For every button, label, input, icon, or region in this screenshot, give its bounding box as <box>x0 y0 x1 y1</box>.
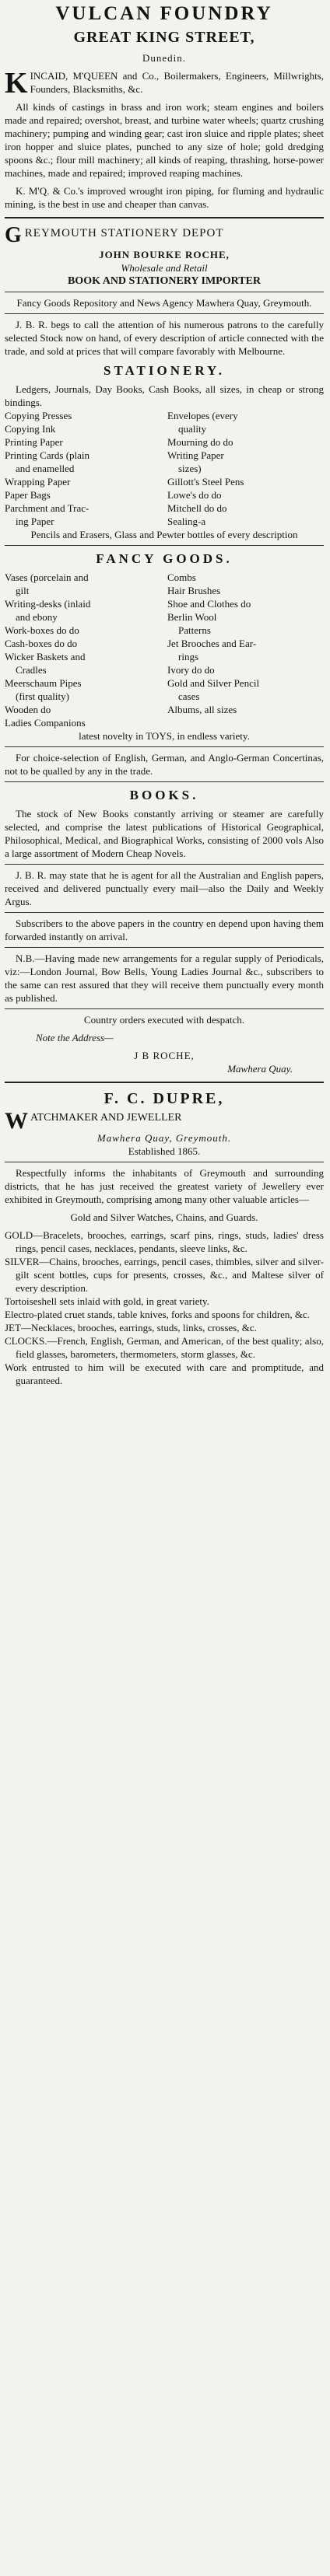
fancy-item: gilt <box>16 585 30 596</box>
stationery-item: Writing Paper <box>167 449 224 461</box>
depot-title <box>5 223 324 247</box>
stationery-close: Pencils and Erasers, Glass and Pewter bottles of every description <box>30 529 298 540</box>
roche-line: BOOK AND STATIONERY IMPORTER <box>67 275 262 287</box>
depot-title-text: REYMOUTH STATIONERY DEPOT <box>24 227 224 239</box>
dupre-gold-line: Gold and Silver Watches, Chains, and Guards. <box>70 1211 258 1223</box>
divider-thin <box>5 864 324 865</box>
vulcan-town: Dunedin. <box>142 52 187 64</box>
stationery-header: STATIONERY. <box>104 363 225 378</box>
agent-notice: J. B. R. may state that he is agent for all the Australian and English papers, received and delivered punctually every mail—also the Daily and Weekly Argus. <box>5 869 324 907</box>
stationery-intro: Ledgers, Journals, Day Books, Cash Books, all sizes, in cheap or strong bindings. <box>5 383 324 408</box>
fancy-header: FANCY GOODS. <box>96 551 233 566</box>
stationery-item: Wrapping Paper <box>5 476 71 488</box>
depot-dropcap: G <box>5 223 23 247</box>
stationery-item: Printing Cards (plain <box>5 449 90 461</box>
vulcan-dropcap: K <box>5 67 28 100</box>
dupre-ad <box>5 1089 324 1387</box>
stationery-item: Lowe's do do <box>167 489 222 501</box>
dupre-item-silver: SILVER—Chains, brooches, earrings, pencil cases, thimbles, silver and silver-gilt scent bottles, cups for presents, crosses, &c., and Maltese silver of every description. <box>5 1256 324 1294</box>
vulcan-firm-text: INCAID, M'QUEEN and Co., Boilermakers, Engineers, Millwrights, Founders, Blacksmiths, &c. <box>30 70 324 95</box>
fancy-item: Wicker Baskets and <box>5 651 86 662</box>
stationery-depot-ad <box>5 225 324 1075</box>
stationery-item: Gillott's Steel Pens <box>167 476 244 488</box>
stationery-list <box>5 409 324 528</box>
dupre-trade: ATCHMAKER AND JEWELLER <box>30 1112 182 1124</box>
divider-thin <box>5 947 324 948</box>
stationery-item: ing Paper <box>16 516 54 527</box>
stationery-item: Mitchell do do <box>167 502 227 514</box>
vulcan-firm <box>5 67 324 100</box>
vulcan-foundry-ad <box>5 0 324 211</box>
dupre-item-gold: GOLD—Bracelets, brooches, earrings, scarf pins, rings, studs, ladies' dress rings, pencil cases, necklaces, pendants, sleeve links, &c. <box>5 1229 324 1254</box>
divider-thin <box>5 1008 324 1009</box>
divider-thin <box>5 746 324 747</box>
fancy-item: Vases (porcelain and <box>5 571 89 583</box>
fancy-item: Ladies Companions <box>5 717 86 729</box>
fancy-item: Jet Brooches and Ear- <box>167 638 257 649</box>
fancy-item: Shoe and Clothes do <box>167 598 251 610</box>
fancy-item: and ebony <box>16 611 58 623</box>
fancy-item: rings <box>178 651 198 662</box>
divider-thin <box>5 781 324 782</box>
stationery-item: Mourning do do <box>167 436 233 448</box>
fancy-list <box>5 571 324 729</box>
fancy-item: Gold and Silver Pencil <box>167 677 260 689</box>
stationery-item: Paper Bags <box>5 489 51 501</box>
dupre-closing: Work entrusted to him will be executed with care and promptitude, and guaranteed. <box>5 1361 324 1386</box>
vulcan-body2: K. M'Q. & Co.'s improved wrought iron piping, for fluming and hydraulic mining, is the best in use and cheaper than canvas. <box>5 185 324 210</box>
dupre-item-clocks: CLOCKS.—French, English, German, and American, of the best quality; also, field glasses, barometers, thermometers, storm glasses, &c. <box>5 1335 324 1360</box>
books-header: BOOKS. <box>129 788 199 802</box>
fancy-repository: Fancy Goods Repository and News Agency Mawhera Quay, Greymouth. <box>16 297 312 309</box>
fancy-item: Albums, all sizes <box>167 704 237 715</box>
fancy-item: Cradles <box>16 664 47 676</box>
fancy-item: Wooden do <box>5 704 51 715</box>
dupre-dropcap: W <box>5 1108 28 1134</box>
dupre-intro: Respectfully informs the inhabitants of Greymouth and surrounding districts, that he has just received the greatest variety of Jewellery ever exhibited in Greymouth, comprising among many other valuable articles— <box>5 1167 324 1205</box>
address-label: Note the Address— <box>36 1032 114 1043</box>
fancy-item: Ivory do do <box>167 664 215 676</box>
stationery-item: Sealing-a <box>167 516 206 527</box>
vulcan-title: VULCAN FOUNDRY <box>55 3 273 24</box>
stationery-item: Copying Presses <box>5 410 72 421</box>
dupre-place: Mawhera Quay, Greymouth. <box>97 1132 232 1144</box>
fancy-item: cases <box>178 690 200 702</box>
stationery-item: sizes) <box>178 463 202 474</box>
fancy-item: Meerschaum Pipes <box>5 677 82 689</box>
fancy-item: Work-boxes do do <box>5 624 79 636</box>
stationery-item: Envelopes (every <box>167 410 238 421</box>
country-orders: Country orders executed with despatch. <box>83 1014 245 1026</box>
dupre-item-electroplate: Electro-plated cruet stands, table knives, forks and spoons for children, &c. <box>5 1309 311 1320</box>
nb-notice: N.B.—Having made new arrangements for a regular supply of Periodicals, viz:—London Journal, Bow Bells, Young Ladies Journal &c., subscribers to the same can rest assured that they will receive them punctually every month as published. <box>5 952 324 1004</box>
dupre-established: Established 1865. <box>128 1145 201 1157</box>
toys-line: latest novelty in TOYS, in endless variety. <box>79 730 250 742</box>
roche-intro: J. B. R. begs to call the attention of his numerous patrons to the carefully selected Stock now on hand, of every description of article connected with the trade, and sold at prices that will compare favorably with Melbourne. <box>5 319 324 357</box>
divider <box>5 1082 324 1083</box>
books-body: The stock of New Books constantly arriving or steamer are carefully selected, and comprise the latest publications of Historical Geographical, Philosophical, Medical, and Biographical Works, consisting of 2000 vols Also a large assortment of Modern Cheap Novels. <box>5 808 324 859</box>
fancy-item: Patterns <box>178 624 211 636</box>
roche-trade: Wholesale and Retail <box>121 262 208 274</box>
dupre-item-tortoiseshell: Tortoiseshell sets inlaid with gold, in great variety. <box>5 1295 209 1307</box>
concertinas: For choice-selection of English, German, and Anglo-German Concertinas, not to be qualled by any in the trade. <box>5 752 324 777</box>
fancy-item: (first quality) <box>16 690 69 702</box>
fancy-item: Cash-boxes do do <box>5 638 78 649</box>
address-place: Mawhera Quay. <box>227 1063 293 1075</box>
stationery-item: quality <box>178 423 207 435</box>
divider-thin <box>5 313 324 314</box>
vulcan-street: GREAT KING STREET, <box>73 29 255 46</box>
divider-thin <box>5 912 324 913</box>
subscribers-notice: Subscribers to the above papers in the country en depend upon having them forwarded instantly on arrival. <box>5 918 324 942</box>
fancy-item: Berlin Wool <box>167 611 217 623</box>
divider <box>5 217 324 218</box>
fancy-item <box>167 716 324 729</box>
fancy-item: Combs <box>167 571 196 583</box>
stationery-item: Printing Paper <box>5 436 63 448</box>
vulcan-body: All kinds of castings in brass and iron work; steam engines and boilers made and repaired; overshot, breast, and turbine water wheels; quartz crushing machinery; pumping and winding gear; cast iron sluice and ripple plates; sheet iron hopper and sluice plates, punched to any size of hole; gold dredging spoons &c.; flour mill machinery; all kinds of reaping, thrashing, horse-power machines, made and repaired; improved reaping machines. <box>5 101 324 179</box>
fancy-item: Writing-desks (inlaid <box>5 598 91 610</box>
fancy-item: Hair Brushes <box>167 585 221 596</box>
dupre-title: F. C. DUPRE, <box>104 1090 225 1107</box>
roche-name: JOHN BOURKE ROCHE, <box>99 249 230 260</box>
stationery-item: Parchment and Trac- <box>5 502 90 514</box>
stationery-item: and enamelled <box>16 463 75 474</box>
address-name: J B ROCHE, <box>134 1050 195 1061</box>
dupre-item-jet: JET—Necklaces, brooches, earrings, studs, links, crosses, &c. <box>5 1322 257 1333</box>
divider-thin <box>5 545 324 546</box>
dupre-trade-line <box>5 1108 324 1134</box>
stationery-item: Copying Ink <box>5 423 56 435</box>
